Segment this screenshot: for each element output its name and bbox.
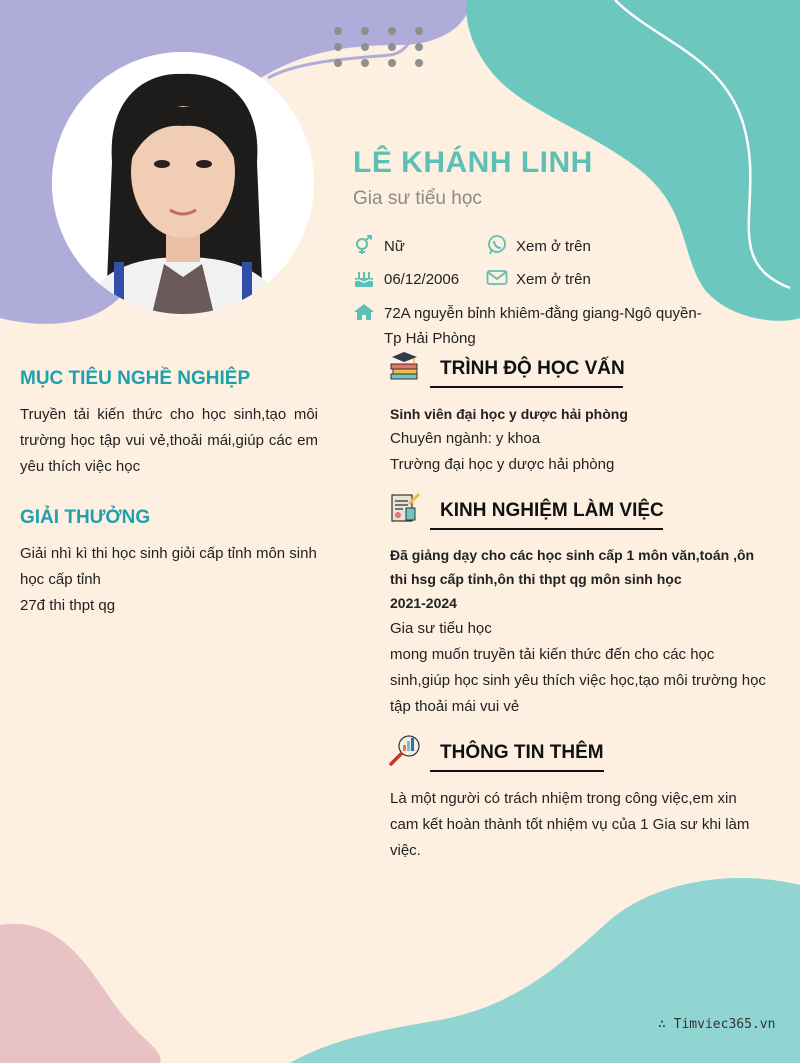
education-title: TRÌNH ĐỘ HỌC VẤN xyxy=(440,358,625,379)
education-icon xyxy=(389,350,421,382)
gender-value: Nữ xyxy=(384,238,405,255)
awards-extra: 27đ thi thpt qg xyxy=(20,597,116,614)
email-icon xyxy=(486,268,508,288)
additional-info-underline xyxy=(430,770,604,772)
experience-description: mong muốn truyền tải kiến thức đến cho các học sinh,giúp học sinh yêu thích việc học,tạo môi trường học tập thoải mái vui vẻ xyxy=(390,646,766,715)
additional-info-title: THÔNG TIN THÊM xyxy=(440,742,604,763)
home-icon xyxy=(353,302,375,322)
experience-title: KINH NGHIỆM LÀM VIỆC xyxy=(440,500,664,521)
additional-info-icon xyxy=(389,734,421,766)
education-heading: Sinh viên đại học y dược hải phòng xyxy=(390,406,628,422)
phone-icon xyxy=(486,235,508,255)
candidate-name: LÊ KHÁNH LINH xyxy=(353,146,593,179)
profile-photo xyxy=(52,52,314,314)
education-school: Trường đại học y dược hải phòng xyxy=(390,456,615,473)
email-value: Xem ở trên xyxy=(516,271,591,288)
education-underline xyxy=(430,386,623,388)
address-line-1: 72A nguyễn bỉnh khiêm-đằng giang-Ngô quyền- xyxy=(384,305,702,322)
birthday-value: 06/12/2006 xyxy=(384,271,460,288)
objective-title: MỤC TIÊU NGHỀ NGHIỆP xyxy=(20,368,251,389)
experience-heading-line-1: Đã giảng dạy cho các học sinh cấp 1 môn văn,toán ,ôn xyxy=(390,547,755,563)
experience-heading-line-2: thi hsg cấp tỉnh,ôn thi thpt qg môn sinh học xyxy=(390,571,682,587)
candidate-role: Gia sư tiểu học xyxy=(353,188,482,209)
birthday-icon xyxy=(353,268,375,288)
awards-title: GIẢI THƯỞNG xyxy=(20,507,151,528)
watermark: ∴ Timviec365.vn xyxy=(658,1017,776,1032)
phone-value: Xem ở trên xyxy=(516,238,591,255)
experience-icon xyxy=(389,492,421,524)
objective-text: Truyền tải kiến thức cho học sinh,tạo môi trường học tập vui vẻ,thoải mái,giúp các em yêu thích việc học xyxy=(20,406,318,475)
experience-period: 2021-2024 xyxy=(390,595,457,611)
gender-icon xyxy=(353,235,375,255)
education-major: Chuyên ngành: y khoa xyxy=(390,430,541,447)
experience-underline xyxy=(430,528,663,530)
experience-position: Gia sư tiểu học xyxy=(390,620,492,637)
awards-text: Giải nhì kì thi học sinh giỏi cấp tỉnh môn sinh học cấp tỉnh xyxy=(20,545,317,588)
address-line-2: Tp Hải Phòng xyxy=(384,330,476,347)
additional-info-text: Là một người có trách nhiệm trong công việc,em xin cam kết hoàn thành tốt nhiệm vụ của 1 Gia sư khi làm việc. xyxy=(390,790,750,859)
